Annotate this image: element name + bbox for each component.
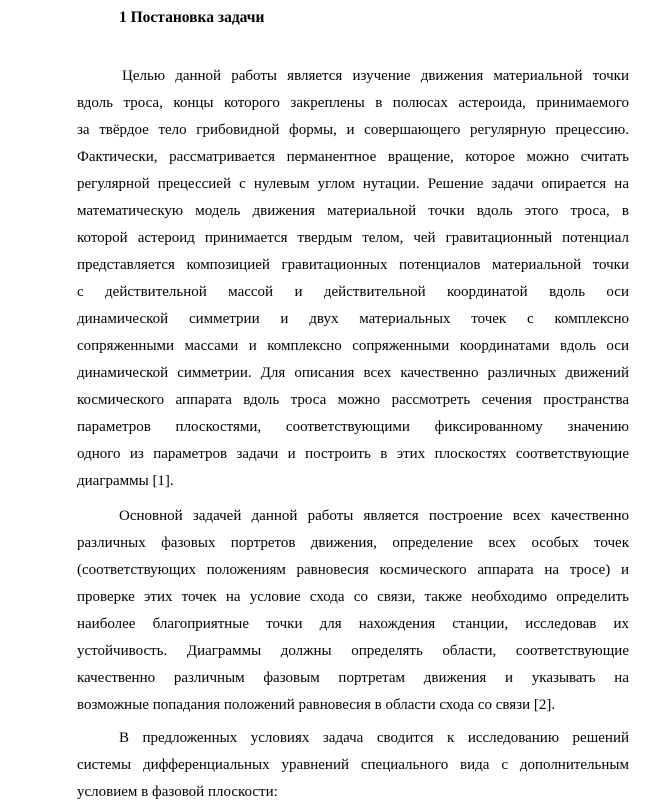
- text-line: проверке этих точек на условие схода со связи, также необходимо определить: [77, 589, 629, 605]
- text-line: вдоль троса, концы которого закреплены в полюсах астероида, принимаемого: [77, 95, 629, 111]
- text-line: диаграммы [1].: [77, 473, 174, 489]
- text-line: устойчивость. Диаграммы должны определять области, соответствующие: [77, 643, 629, 659]
- text-line: за твёрдое тело грибовидной формы, и совершающего регулярную прецессию.: [77, 122, 629, 138]
- text-line: динамической симметрии. Для описания всех качественно различных движений: [77, 365, 629, 381]
- text-line: системы дифференциальных уравнений специального вида с дополнительным: [77, 757, 629, 773]
- text-line: (соответствующих положениям равновесия космического аппарата на тросе) и: [77, 562, 629, 578]
- text-line: различных фазовых портретов движения, определение всех особых точек: [77, 535, 629, 551]
- text-line: регулярной прецессией с нулевым углом нутации. Решение задачи опирается на: [77, 176, 629, 192]
- text-line: с действительной массой и действительной координатой вдоль оси: [77, 284, 629, 300]
- text-line: возможные попадания положений равновесия в области схода со связи [2].: [77, 697, 556, 713]
- text-line: условием в фазовой плоскости:: [77, 784, 278, 800]
- text-line: сопряженными массами и комплексно сопряженными координатами вдоль оси: [77, 338, 629, 354]
- text-line: Основной задачей данной работы является построение всех качественно: [119, 508, 629, 524]
- paragraph-3: [77, 725, 629, 806]
- text-line: математическую модель движения материальной точки вдоль этого троса, в: [77, 203, 629, 219]
- paragraph-2: [77, 503, 629, 719]
- text-line: параметров плоскостями, соответствующими фиксированному значению: [77, 419, 629, 435]
- text-line: В предложенных условиях задача сводится к исследованию решений: [119, 730, 629, 746]
- text-line: космического аппарата вдоль троса можно рассмотреть сечения пространства: [77, 392, 629, 408]
- text-line: одного из параметров задачи и построить в этих плоскостях соответствующие: [77, 446, 629, 462]
- text-line: представляется композицией гравитационных потенциалов материальной точки: [77, 257, 629, 273]
- paragraph-1: [77, 63, 629, 495]
- text-line: Фактически, рассматривается перманентное вращение, которое можно считать: [77, 149, 629, 165]
- text-line: динамической симметрии и двух материальных точек с комплексно: [77, 311, 629, 327]
- text-line: которой астероид принимается твердым телом, чей гравитационный потенциал: [77, 230, 629, 246]
- section-heading: 1 Постановка задачи: [119, 9, 265, 26]
- text-line: наиболее благоприятные точки для нахождения станции, исследовав их: [77, 616, 629, 632]
- text-line: качественно различным фазовым портретам движения и указывать на: [77, 670, 629, 686]
- text-line: Целью данной работы является изучение движения материальной точки: [122, 68, 629, 84]
